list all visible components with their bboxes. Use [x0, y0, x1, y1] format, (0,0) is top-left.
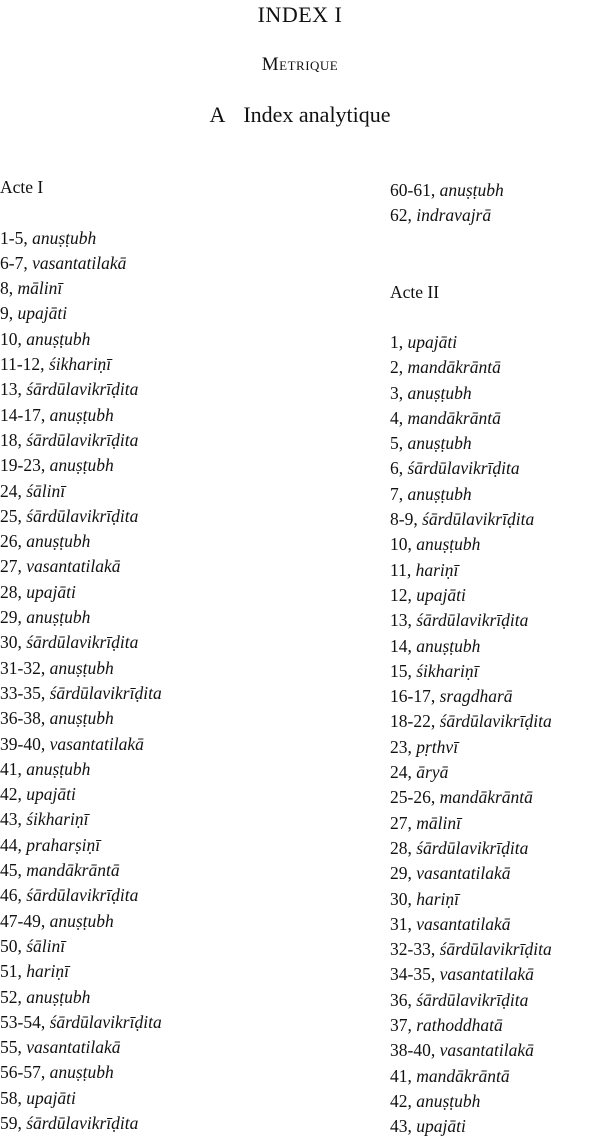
meter-name: mandākrāntā: [416, 1065, 510, 1086]
meter-name: śārdūlavikrīḍita: [439, 939, 552, 960]
verse-number: 14-17,: [0, 404, 50, 425]
verse-number: 29,: [390, 863, 417, 884]
verse-number: 7,: [390, 483, 408, 504]
index-entry: [0, 352, 330, 377]
meter-name: hariṇī: [26, 961, 70, 982]
verse-number: 41,: [390, 1065, 417, 1086]
meter-name: vasantatilakā: [26, 556, 121, 577]
verse-number: 25,: [0, 505, 27, 526]
meter-name: anuṣṭubh: [49, 708, 114, 729]
index-entry: [0, 504, 330, 529]
left-column: [0, 175, 330, 1136]
verse-number: 27,: [0, 556, 27, 577]
verse-number: 43,: [390, 1116, 417, 1137]
heading-gap: [0, 200, 330, 225]
subsection-title: [0, 102, 600, 128]
index-entry: [0, 630, 330, 655]
meter-name: anuṣṭubh: [49, 657, 114, 678]
verse-number: 18-22,: [390, 711, 440, 732]
index-entry: [0, 327, 330, 352]
index-entry: [0, 706, 330, 731]
verse-number: 53-54,: [0, 1011, 50, 1032]
index-entry: [0, 656, 330, 681]
meter-name: rathoddhatā: [416, 1015, 503, 1036]
index-entry: [390, 482, 600, 507]
meter-name: śālinī: [26, 480, 66, 501]
meter-name: śārdūlavikrīḍita: [416, 837, 529, 858]
verse-number: 10,: [390, 534, 417, 555]
meter-name: indravajrā: [416, 205, 492, 226]
verse-number: 52,: [0, 986, 27, 1007]
index-entry: [390, 507, 600, 532]
index-entry: [0, 226, 330, 251]
index-entry: [0, 554, 330, 579]
index-entry: [0, 934, 330, 959]
verse-number: 31-32,: [0, 657, 50, 678]
right-column-continuation: [390, 178, 600, 229]
verse-number: 1,: [390, 332, 408, 352]
index-entry: [0, 580, 330, 605]
index-entry: [0, 909, 330, 934]
verse-number: 34-35,: [390, 964, 440, 985]
index-entry: [390, 785, 600, 810]
index-entry: [390, 735, 600, 760]
meter-name: anuṣṭubh: [26, 531, 91, 552]
meter-name: āryā: [416, 762, 449, 783]
page-title: INDEX I: [257, 2, 343, 27]
meter-name: śārdūlavikrīḍita: [416, 610, 529, 631]
verse-number: 33-35,: [0, 682, 50, 703]
index-entry: [0, 301, 330, 326]
index-entry: [390, 431, 600, 456]
verse-number: 10,: [0, 328, 27, 349]
verse-number: 3,: [390, 382, 408, 403]
index-entry: [0, 782, 330, 807]
verse-number: 5,: [390, 433, 408, 454]
index-entry: [390, 532, 600, 557]
verse-number: 14,: [390, 635, 417, 656]
verse-number: 60-61,: [390, 180, 440, 200]
index-entry: [390, 381, 600, 406]
index-entry: [390, 760, 600, 785]
index-entry: [0, 428, 330, 453]
index-entry: [390, 634, 600, 659]
meter-name: vasantatilakā: [439, 1040, 534, 1061]
verse-number: 19-23,: [0, 455, 50, 476]
verse-number: 56-57,: [0, 1062, 50, 1083]
index-entry: [0, 1060, 330, 1085]
verse-number: 50,: [0, 935, 27, 956]
index-entry: [390, 988, 600, 1013]
verse-number: 15,: [390, 660, 417, 681]
verse-number: 11,: [390, 559, 416, 580]
index-entry: [390, 1064, 600, 1089]
verse-number: 37,: [390, 1015, 417, 1036]
verse-number: 46,: [0, 885, 27, 906]
index-entry: [0, 529, 330, 554]
meter-name: śārdūlavikrīḍita: [26, 632, 139, 653]
verse-number: 44,: [0, 834, 27, 855]
meter-name: mandākrāntā: [407, 357, 501, 378]
meter-name: mandākrāntā: [407, 407, 501, 428]
index-entry: [0, 377, 330, 402]
meter-name: śārdūlavikrīḍita: [26, 1112, 139, 1133]
verse-number: 41,: [0, 758, 27, 779]
meter-name: upajāti: [17, 303, 68, 324]
meter-name: anuṣṭubh: [26, 986, 91, 1007]
meter-name: śikhariṇī: [416, 660, 479, 681]
index-entry: [390, 330, 600, 355]
meter-name: upajāti: [26, 784, 76, 805]
verse-number: 42,: [390, 1090, 417, 1111]
meter-name: anuṣṭubh: [407, 433, 472, 454]
meter-name: upajāti: [26, 581, 76, 602]
index-entry: [0, 479, 330, 504]
meter-name: śārdūlavikrīḍita: [49, 1011, 162, 1032]
index-entry: [390, 178, 600, 203]
meter-name: anuṣṭubh: [49, 455, 114, 476]
index-entry: [0, 276, 330, 301]
index-entry: [390, 1089, 600, 1114]
meter-name: vasantatilakā: [416, 863, 511, 884]
verse-number: 18,: [0, 429, 27, 450]
meter-name: vasantatilakā: [32, 252, 127, 273]
verse-number: 43,: [0, 809, 27, 830]
index-entry: [0, 858, 330, 883]
verse-number: 8-9,: [390, 509, 423, 530]
meter-name: anuṣṭubh: [26, 328, 91, 349]
verse-number: 11-12,: [0, 354, 49, 375]
meter-name: anuṣṭubh: [49, 1062, 114, 1083]
verse-number: 32-33,: [390, 939, 440, 960]
verse-number: 28,: [390, 837, 417, 858]
index-entry: [390, 558, 600, 583]
index-entry: [0, 403, 330, 428]
index-entry: [0, 1035, 330, 1060]
verse-number: 55,: [0, 1037, 27, 1058]
verse-number: 1-5,: [0, 227, 33, 248]
index-entry: [390, 709, 600, 734]
verse-number: 27,: [390, 812, 417, 833]
verse-number: 24,: [0, 480, 27, 501]
subsection-text: Index analytique: [243, 102, 391, 127]
index-entry: [0, 883, 330, 908]
meter-name: śārdūlavikrīḍita: [416, 989, 529, 1010]
verse-number: 36-38,: [0, 708, 50, 729]
verse-number: 26,: [0, 531, 27, 552]
subsection-label: A: [209, 102, 226, 127]
index-entry: [390, 583, 600, 608]
verse-number: 6-7,: [0, 252, 33, 273]
verse-number: 12,: [390, 584, 417, 605]
index-entry: [390, 406, 600, 431]
index-entry: [0, 681, 330, 706]
verse-number: 51,: [0, 961, 27, 982]
meter-name: śārdūlavikrīḍita: [26, 885, 139, 906]
meter-name: śārdūlavikrīḍita: [407, 458, 520, 479]
verse-number: 4,: [390, 407, 408, 428]
index-entry: [0, 1086, 330, 1111]
index-entry: [0, 807, 330, 832]
verse-number: 29,: [0, 607, 27, 628]
meter-name: śālinī: [26, 935, 66, 956]
meter-name: anuṣṭubh: [407, 483, 472, 504]
verse-number: 58,: [0, 1087, 27, 1108]
verse-number: 62,: [390, 205, 417, 226]
section-title: Metrique: [261, 54, 339, 75]
meter-name: mandākrāntā: [439, 787, 533, 808]
verse-number: 6,: [390, 458, 408, 479]
act-heading: Acte II: [390, 282, 440, 302]
index-entry: [390, 608, 600, 633]
meter-name: śārdūlavikrīḍita: [439, 711, 552, 732]
meter-name: pṛthvī: [416, 736, 459, 757]
meter-name: anuṣṭubh: [416, 635, 481, 656]
verse-number: 25-26,: [390, 787, 440, 808]
index-entry: [0, 605, 330, 630]
meter-name: śikhariṇī: [48, 354, 112, 375]
meter-name: śikhariṇī: [26, 809, 89, 830]
verse-number: 9,: [0, 303, 18, 324]
verse-number: 28,: [0, 581, 27, 602]
index-entry: [390, 1038, 600, 1063]
meter-name: upajāti: [407, 332, 458, 352]
meter-name: śārdūlavikrīḍita: [49, 682, 162, 703]
meter-name: anuṣṭubh: [32, 227, 97, 248]
index-entry: [390, 659, 600, 684]
verse-number: 16-17,: [390, 686, 440, 707]
verse-number: 13,: [0, 379, 27, 400]
verse-number: 59,: [0, 1112, 27, 1133]
verse-number: 47-49,: [0, 910, 50, 931]
verse-number: 30,: [390, 888, 417, 909]
verse-number: 8,: [0, 278, 18, 299]
meter-name: upajāti: [26, 1087, 76, 1108]
act-heading: Acte I: [0, 177, 44, 197]
meter-name: anuṣṭubh: [49, 404, 114, 425]
meter-name: mālinī: [17, 278, 63, 299]
verse-number: 13,: [390, 610, 417, 631]
index-entry: [0, 1111, 330, 1136]
verse-number: 39-40,: [0, 733, 50, 754]
index-entry: [0, 732, 330, 757]
meter-name: praharṣiṇī: [26, 834, 101, 855]
meter-name: anuṣṭubh: [416, 534, 481, 555]
verse-number: 2,: [390, 357, 408, 378]
meter-name: hariṇī: [415, 559, 459, 580]
index-entry: [0, 453, 330, 478]
index-entry: [390, 355, 600, 380]
verse-number: 38-40,: [390, 1040, 440, 1061]
meter-name: anuṣṭubh: [439, 180, 504, 200]
meter-name: anuṣṭubh: [26, 758, 91, 779]
verse-number: 42,: [0, 784, 27, 805]
meter-name: vasantatilakā: [49, 733, 144, 754]
index-entry: [0, 1010, 330, 1035]
index-entry: [390, 861, 600, 886]
index-entry: [390, 962, 600, 987]
index-entry: [0, 251, 330, 276]
verse-number: 45,: [0, 860, 27, 881]
index-entry: [390, 937, 600, 962]
index-entry: [390, 887, 600, 912]
meter-name: śārdūlavikrīḍita: [422, 509, 535, 530]
meter-name: śārdūlavikrīḍita: [26, 505, 139, 526]
meter-name: vasantatilakā: [416, 913, 511, 934]
meter-name: sragdharā: [439, 686, 513, 707]
index-entry: [0, 833, 330, 858]
index-entry: [390, 203, 600, 228]
meter-name: vasantatilakā: [26, 1037, 121, 1058]
meter-name: anuṣṭubh: [407, 382, 472, 403]
verse-number: 36,: [390, 989, 417, 1010]
meter-name: anuṣṭubh: [49, 910, 114, 931]
index-entry: [390, 811, 600, 836]
index-entry: [0, 985, 330, 1010]
verse-number: 23,: [390, 736, 417, 757]
verse-number: 30,: [0, 632, 27, 653]
meter-name: mālinī: [416, 812, 461, 833]
meter-name: upajāti: [416, 1116, 466, 1137]
index-entry: [0, 959, 330, 984]
index-entry: [0, 757, 330, 782]
index-entry: [390, 1013, 600, 1038]
meter-name: vasantatilakā: [439, 964, 534, 985]
meter-name: upajāti: [416, 584, 466, 605]
verse-number: 31,: [390, 913, 417, 934]
index-entry: [390, 684, 600, 709]
index-entry: [390, 456, 600, 481]
meter-name: hariṇī: [416, 888, 460, 909]
meter-name: mandākrāntā: [26, 860, 120, 881]
right-column: [390, 330, 600, 1140]
meter-name: śārdūlavikrīḍita: [26, 429, 139, 450]
verse-number: 24,: [390, 762, 417, 783]
index-entry: [390, 912, 600, 937]
index-entry: [390, 836, 600, 861]
meter-name: anuṣṭubh: [416, 1090, 481, 1111]
index-entry: [390, 1114, 600, 1139]
meter-name: anuṣṭubh: [26, 607, 91, 628]
meter-name: śārdūlavikrīḍita: [26, 379, 139, 400]
